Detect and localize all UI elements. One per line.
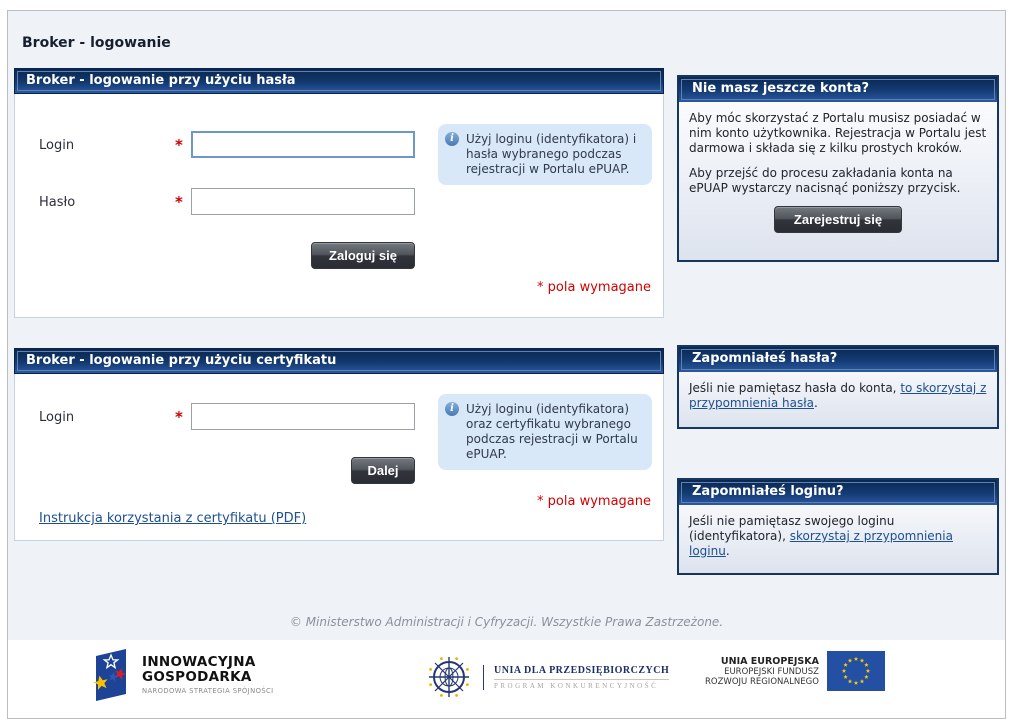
password-required-asterisk: * <box>175 193 183 211</box>
page-frame <box>7 10 1006 719</box>
eu-logo-line1: UNIA EUROPEJSKA <box>720 655 819 667</box>
copyright-text: © Ministerstwo Administracji i Cyfryzacji. Wszystkie Prawa Zastrzeżone. <box>289 615 724 629</box>
required-fields-note: * pola wymagane <box>537 494 651 509</box>
unia-europejska-logo <box>705 651 885 691</box>
password-label: Hasło <box>39 195 76 210</box>
register-paragraph-2: Aby przejść do procesu zakładania konta na ePUAP wystarczy nacisnąć poniższy przycisk. <box>689 166 961 195</box>
forgot-login-text: Jeśli nie pamiętasz swojego loginu (identyfikatora), <box>689 514 895 543</box>
login-label: Login <box>39 138 75 153</box>
unia-dla-przedsiebiorczych-logo <box>425 653 669 701</box>
innowacyjna-gospodarka-icon <box>90 647 134 703</box>
eu-logo-line2: EUROPEJSKI FUNDUSZ <box>724 666 819 677</box>
forgot-login-header: Zapomniałeś loginu? <box>679 480 997 505</box>
login-required-asterisk: * <box>175 136 183 154</box>
innowacyjna-gospodarka-logo <box>90 647 274 703</box>
certificate-login-input[interactable] <box>191 403 415 430</box>
certificate-panel-header: Broker - logowanie przy użyciu certyfikatu <box>14 348 664 374</box>
forgot-password-link[interactable]: to skorzystaj z przypomnienia hasła <box>689 381 987 410</box>
certificate-info-box <box>438 394 652 470</box>
compass-wheel-icon <box>425 653 473 701</box>
register-button[interactable]: Zarejestruj się <box>774 206 902 233</box>
info-icon: i <box>445 132 459 146</box>
up-logo-line1: UNIA DLA PRZEDSIĘBIORCZYCH <box>494 664 670 676</box>
ig-logo-line1: INNOWACYJNA <box>142 654 256 670</box>
forgot-login-link[interactable]: skorzystaj z przypomnienia loginu <box>689 529 953 558</box>
forgot-login-panel <box>677 478 999 575</box>
login-submit-button[interactable]: Zaloguj się <box>311 242 415 269</box>
up-logo-line2: PROGRAM KONKURENCYJNOŚĆ <box>494 679 669 690</box>
forgot-password-header: Zapomniałeś hasła? <box>679 347 997 372</box>
info-icon: i <box>445 402 459 416</box>
password-panel-header: Broker - logowanie przy użyciu hasła <box>14 68 664 94</box>
certificate-login-required-asterisk: * <box>175 408 183 426</box>
certificate-instruction-link[interactable]: Instrukcja korzystania z certyfikatu (PDF) <box>39 511 307 526</box>
forgot-password-panel <box>677 345 999 429</box>
login-input[interactable] <box>191 131 415 158</box>
forgot-password-text-end: . <box>814 396 818 410</box>
ig-logo-subtitle: NARODOWA STRATEGIA SPÓJNOŚCI <box>142 687 274 695</box>
eu-flag-icon <box>827 651 885 691</box>
password-input[interactable] <box>191 188 415 215</box>
certificate-info-text: Użyj loginu (identyfikatora) oraz certyfikatu wybranego podczas rejestracji w Portalu ePUAP. <box>466 402 638 461</box>
next-button[interactable]: Dalej <box>351 457 415 484</box>
forgot-login-text-end: . <box>725 544 730 558</box>
ig-logo-line2: GOSPODARKA <box>142 669 252 685</box>
forgot-password-text: Jeśli nie pamiętasz hasła do konta, <box>689 381 901 395</box>
password-info-box <box>438 124 652 185</box>
register-panel <box>677 75 999 262</box>
required-fields-note: * pola wymagane <box>537 280 651 295</box>
password-info-text: Użyj loginu (identyfikatora) i hasła wybranego podczas rejestracji w Portalu ePUAP. <box>466 132 637 176</box>
page-title: Broker - logowanie <box>22 35 171 51</box>
register-paragraph-1: Aby móc skorzystać z Portalu musisz posiadać w nim konto użytkownika. Rejestracja w Portalu jest darmowa i składa się z kilku prostych kroków. <box>689 111 987 155</box>
password-login-panel <box>14 68 664 318</box>
eu-logo-line3: ROZWOJU REGIONALNEGO <box>705 676 819 687</box>
certificate-login-panel <box>14 348 664 541</box>
certificate-login-label: Login <box>39 410 75 425</box>
register-panel-header: Nie masz jeszcze konta? <box>679 77 997 102</box>
